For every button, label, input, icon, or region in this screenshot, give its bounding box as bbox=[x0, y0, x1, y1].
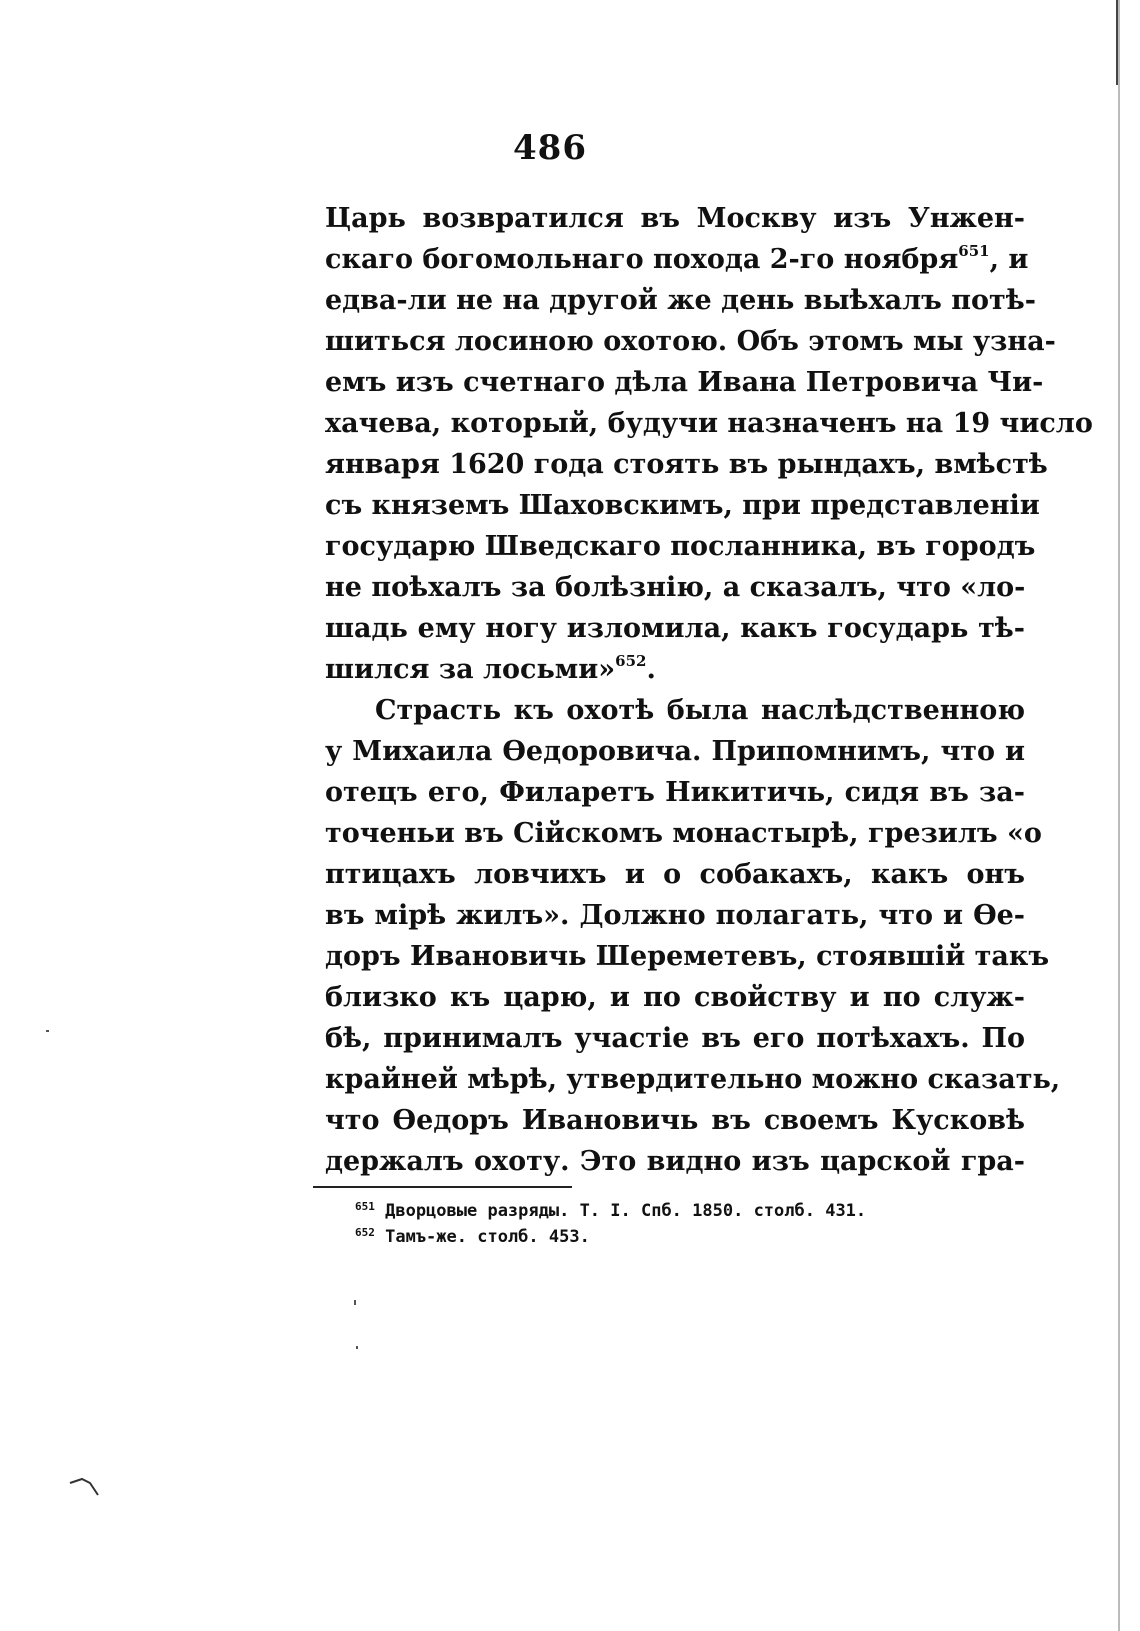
text-line: крайней мѣрѣ, утвердительно можно сказать, bbox=[325, 1064, 1061, 1095]
text-line: государю Шведскаго посланника, въ городъ bbox=[325, 531, 1036, 562]
text-line: точеньи въ Сійскомъ монастырѣ, грезилъ «о bbox=[325, 818, 1042, 849]
text-line: шился за лосьми»$^{652}$. bbox=[325, 652, 656, 685]
text-line: держалъ охоту. Это видно изъ царской гра- bbox=[325, 1146, 1025, 1177]
text-line: у Михаила Ѳедоровича. Припомнимъ, что и bbox=[325, 736, 1025, 767]
text-line: бѣ, принималъ участіе въ его потѣхахъ. По bbox=[325, 1023, 1025, 1054]
footnotes bbox=[355, 1198, 995, 1250]
footnote-ref[interactable]: 652 bbox=[615, 652, 647, 670]
footnote-divider bbox=[313, 1186, 572, 1188]
body-text bbox=[325, 198, 1093, 1182]
text-line: шиться лосиною охотою. Объ этомъ мы узна- bbox=[325, 326, 1056, 357]
text-line: едва-ли не на другой же день выѣхалъ потѣ- bbox=[325, 285, 1036, 316]
text-line: шадь ему ногу изломила, какъ государь тѣ- bbox=[325, 613, 1025, 644]
scan-speck bbox=[46, 1030, 49, 1032]
text-line: что Ѳедоръ Ивановичь въ своемъ Кусковѣ bbox=[325, 1105, 1025, 1136]
scan-speck bbox=[356, 1346, 358, 1349]
footnote-ref[interactable]: 651 bbox=[958, 242, 990, 260]
text-line: не поѣхалъ за болѣзнію, а сказалъ, что «ло- bbox=[325, 572, 1026, 603]
footnote-marker: 652 bbox=[355, 1226, 375, 1239]
text-line: съ княземъ Шаховскимъ, при представленіи bbox=[325, 490, 1040, 521]
text-line: скаго богомольнаго похода 2-го ноября$^{651}$, и bbox=[325, 242, 1029, 275]
text-line: доръ Ивановичь Шереметевъ, стоявшій такъ bbox=[325, 941, 1050, 972]
scan-edge-shadow bbox=[1116, 0, 1118, 85]
text-line: въ мірѣ жилъ». Должно полагать, что и Ѳе- bbox=[325, 900, 1025, 931]
text-line: января 1620 года стоять въ рындахъ, вмѣстѣ bbox=[325, 449, 1048, 480]
scan-edge-line bbox=[1118, 0, 1120, 1631]
scan-artifact bbox=[68, 1473, 108, 1503]
text-line: емъ изъ счетнаго дѣла Ивана Петровича Чи- bbox=[325, 367, 1044, 398]
footnote: $^{651}$ Дворцовые разряды. Т. I. Спб. 1850. столб. 431. bbox=[355, 1200, 867, 1221]
text-line: близко къ царю, и по свойству и по служ- bbox=[325, 982, 1025, 1013]
text-line: отецъ его, Филаретъ Никитичь, сидя въ за- bbox=[325, 777, 1025, 808]
page-number: 486 bbox=[513, 128, 587, 168]
text-line: птицахъ ловчихъ и о собакахъ, какъ онъ bbox=[325, 859, 1025, 890]
footnote-marker: 651 bbox=[355, 1200, 375, 1213]
text-line: хачева, который, будучи назначенъ на 19 число bbox=[325, 408, 1093, 439]
text-line: Царь возвратился въ Москву изъ Унжен- bbox=[325, 203, 1025, 234]
scan-speck bbox=[354, 1300, 356, 1305]
text-line: Страсть къ охотѣ была наслѣдственною bbox=[375, 695, 1025, 726]
footnote: $^{652}$ Тамъ-же. столб. 453. bbox=[355, 1226, 590, 1247]
